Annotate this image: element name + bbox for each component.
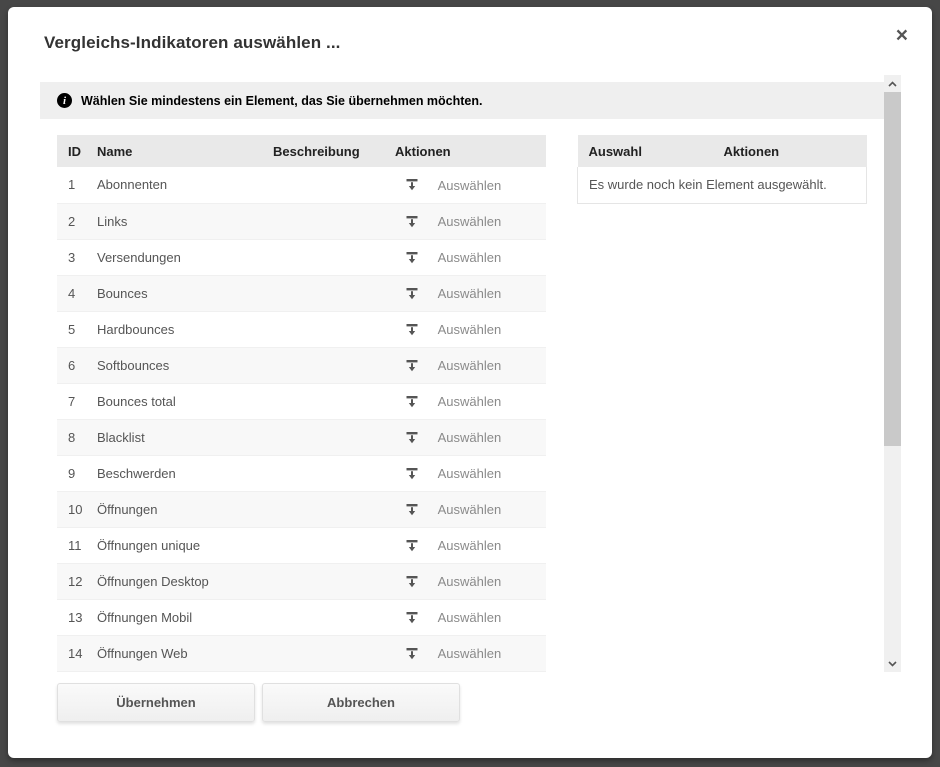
download-to-selection-icon[interactable] xyxy=(405,251,419,265)
row-name: Abonnenten xyxy=(86,167,262,203)
col-header-selection-actions: Aktionen xyxy=(713,135,867,167)
download-to-selection-icon[interactable] xyxy=(405,431,419,445)
select-link[interactable]: Auswählen xyxy=(437,250,502,266)
select-link[interactable]: Auswählen xyxy=(437,430,502,446)
row-id: 10 xyxy=(57,491,86,527)
chevron-up-icon xyxy=(888,81,897,87)
select-link[interactable]: Auswählen xyxy=(437,358,502,374)
select-link[interactable]: Auswählen xyxy=(437,574,502,590)
row-id: 13 xyxy=(57,599,86,635)
row-description xyxy=(262,455,384,491)
table-row xyxy=(57,275,546,311)
row-name: Öffnungen Web xyxy=(86,635,262,671)
row-id: 14 xyxy=(57,635,86,671)
row-name: Öffnungen unique xyxy=(86,527,262,563)
indicator-select-dialog xyxy=(8,7,932,758)
row-description xyxy=(262,635,384,671)
select-link[interactable]: Auswählen xyxy=(437,286,502,302)
selection-empty-row xyxy=(578,167,867,203)
row-id: 6 xyxy=(57,347,86,383)
row-name: Öffnungen Desktop xyxy=(86,563,262,599)
download-to-selection-icon[interactable] xyxy=(405,215,419,229)
scrollbar[interactable] xyxy=(884,75,901,672)
selection-empty-message: Es wurde noch kein Element ausgewählt. xyxy=(578,167,867,203)
row-id: 1 xyxy=(57,167,86,203)
col-header-actions: Aktionen xyxy=(384,135,546,167)
select-link[interactable]: Auswählen xyxy=(437,394,502,410)
row-description xyxy=(262,383,384,419)
row-description xyxy=(262,419,384,455)
row-description xyxy=(262,347,384,383)
indicator-table xyxy=(57,135,546,672)
download-to-selection-icon[interactable] xyxy=(405,287,419,301)
download-to-selection-icon[interactable] xyxy=(405,178,419,192)
table-row xyxy=(57,311,546,347)
row-id: 2 xyxy=(57,203,86,239)
row-id: 11 xyxy=(57,527,86,563)
cancel-button[interactable]: Abbrechen xyxy=(262,683,460,722)
col-header-description: Beschreibung xyxy=(262,135,384,167)
chevron-down-icon xyxy=(888,661,897,667)
selection-table-header-row xyxy=(578,135,867,167)
download-to-selection-icon[interactable] xyxy=(405,503,419,517)
row-description xyxy=(262,563,384,599)
row-description xyxy=(262,527,384,563)
download-to-selection-icon[interactable] xyxy=(405,575,419,589)
download-to-selection-icon[interactable] xyxy=(405,647,419,661)
select-link[interactable]: Auswählen xyxy=(437,466,502,482)
table-row xyxy=(57,599,546,635)
download-to-selection-icon[interactable] xyxy=(405,323,419,337)
row-name: Öffnungen xyxy=(86,491,262,527)
row-name: Bounces total xyxy=(86,383,262,419)
scroll-down-button[interactable] xyxy=(884,655,901,672)
select-link[interactable]: Auswählen xyxy=(437,610,502,626)
info-banner xyxy=(40,82,884,119)
col-header-selection: Auswahl xyxy=(578,135,713,167)
dialog-title: Vergleichs-Indikatoren auswählen ... xyxy=(44,33,341,52)
table-row xyxy=(57,527,546,563)
apply-button[interactable]: Übernehmen xyxy=(57,683,255,722)
select-link[interactable]: Auswählen xyxy=(437,646,502,662)
col-header-id: ID xyxy=(57,135,86,167)
indicator-table-header-row xyxy=(57,135,546,167)
select-link[interactable]: Auswählen xyxy=(437,538,502,554)
indicator-table-body xyxy=(57,167,546,671)
row-description xyxy=(262,491,384,527)
row-id: 8 xyxy=(57,419,86,455)
table-row xyxy=(57,203,546,239)
select-link[interactable]: Auswählen xyxy=(437,502,502,518)
table-row xyxy=(57,455,546,491)
select-link[interactable]: Auswählen xyxy=(437,177,502,193)
table-row xyxy=(57,347,546,383)
row-name: Softbounces xyxy=(86,347,262,383)
row-name: Öffnungen Mobil xyxy=(86,599,262,635)
info-icon: i xyxy=(57,93,72,108)
row-name: Beschwerden xyxy=(86,455,262,491)
scrollbar-thumb[interactable] xyxy=(884,92,901,446)
select-link[interactable]: Auswählen xyxy=(437,322,502,338)
row-description xyxy=(262,167,384,203)
select-link[interactable]: Auswählen xyxy=(437,214,502,230)
download-to-selection-icon[interactable] xyxy=(405,395,419,409)
table-row xyxy=(57,383,546,419)
row-description xyxy=(262,239,384,275)
row-id: 5 xyxy=(57,311,86,347)
scroll-up-button[interactable] xyxy=(884,75,901,92)
row-description xyxy=(262,275,384,311)
download-to-selection-icon[interactable] xyxy=(405,611,419,625)
table-row xyxy=(57,491,546,527)
table-row xyxy=(57,239,546,275)
row-description xyxy=(262,203,384,239)
row-id: 9 xyxy=(57,455,86,491)
download-to-selection-icon[interactable] xyxy=(405,467,419,481)
row-name: Links xyxy=(86,203,262,239)
info-message: Wählen Sie mindestens ein Element, das Sie übernehmen möchten. xyxy=(81,93,483,108)
row-name: Bounces xyxy=(86,275,262,311)
table-row xyxy=(57,167,546,203)
row-id: 12 xyxy=(57,563,86,599)
close-icon[interactable]: × xyxy=(895,24,908,47)
row-name: Hardbounces xyxy=(86,311,262,347)
table-row xyxy=(57,635,546,671)
selection-table xyxy=(577,135,867,204)
row-id: 3 xyxy=(57,239,86,275)
row-name: Versendungen xyxy=(86,239,262,275)
row-name: Blacklist xyxy=(86,419,262,455)
download-to-selection-icon[interactable] xyxy=(405,359,419,373)
table-row xyxy=(57,563,546,599)
row-description xyxy=(262,599,384,635)
row-description xyxy=(262,311,384,347)
row-id: 4 xyxy=(57,275,86,311)
col-header-name: Name xyxy=(86,135,262,167)
download-to-selection-icon[interactable] xyxy=(405,539,419,553)
row-id: 7 xyxy=(57,383,86,419)
table-row xyxy=(57,419,546,455)
